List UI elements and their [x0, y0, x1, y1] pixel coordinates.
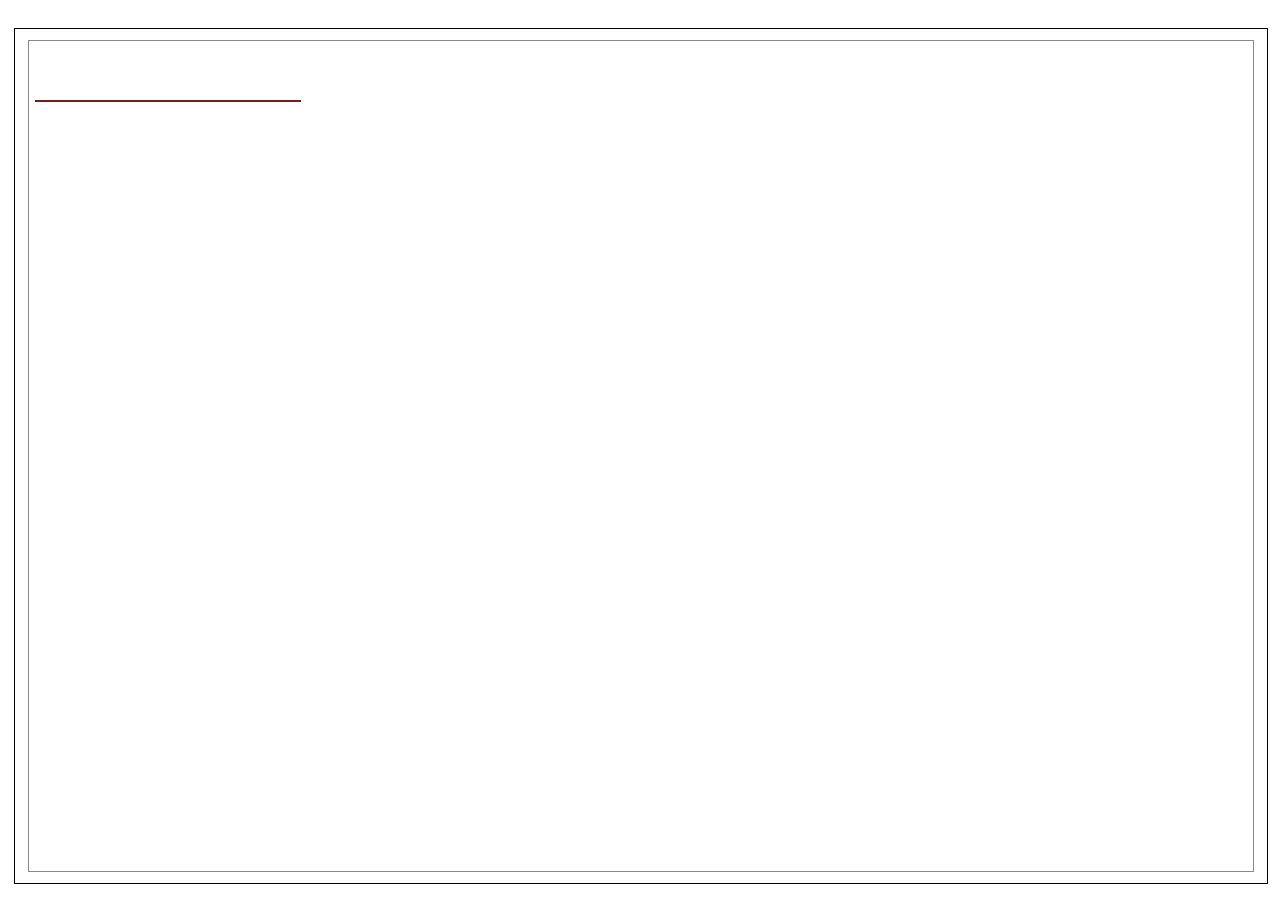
sheet-border-inner	[28, 40, 1254, 872]
logo	[33, 58, 303, 104]
logo-rule	[35, 100, 301, 102]
